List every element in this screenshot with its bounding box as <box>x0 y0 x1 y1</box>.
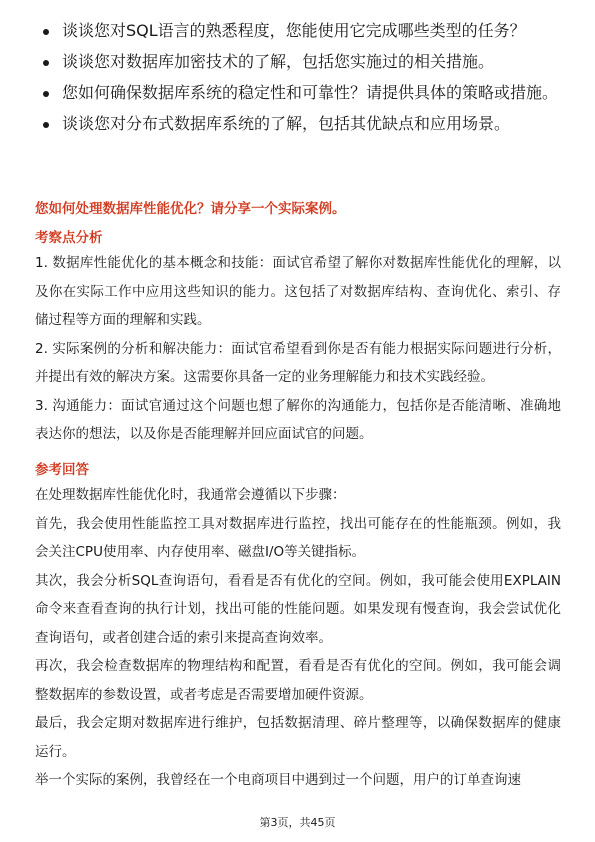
question-bullet-list <box>36 20 560 144</box>
bullet-text: 您如何确保数据库系统的稳定性和可靠性？请提供具体的策略或措施。 <box>62 83 559 102</box>
answer-paragraph: 首先，我会使用性能监控工具对数据库进行监控，找出可能存在的性能瓶颈。例如，我会关注CPU使用率、内存使用率、磁盘I/O等关键指标。 <box>35 515 561 560</box>
answer-paragraph: 在处理数据库性能优化时，我通常会遵循以下步骤： <box>35 487 346 503</box>
answer-section-title: 参考回答 <box>35 462 89 478</box>
bullet-item <box>36 82 560 104</box>
analysis-section-title: 考察点分析 <box>35 230 103 246</box>
bullet-item <box>36 51 560 73</box>
analysis-paragraph: 3. 沟通能力：面试官通过这个问题也想了解你的沟通能力，包括你是否能清晰、准确地表达你的想法，以及你是否能理解并回应面试官的问题。 <box>35 397 561 442</box>
answer-section-body <box>35 481 561 795</box>
bullet-dot-icon <box>43 29 49 35</box>
question-heading: 您如何处理数据库性能优化？请分享一个实际案例。 <box>35 201 346 217</box>
bullet-text: 谈谈您对分布式数据库系统的了解，包括其优缺点和应用场景。 <box>62 114 511 133</box>
analysis-paragraph: 1. 数据库性能优化的基本概念和技能：面试官希望了解你对数据库性能优化的理解，以及你在实际工作中应用这些知识的能力。这包括了对数据库结构、查询优化、索引、存储过程等方面的理解和实践。 <box>35 255 561 328</box>
page-number-footer: 第3页，共45页 <box>259 816 336 829</box>
bullet-item <box>36 20 560 42</box>
bullet-text: 谈谈您对数据库加密技术的了解，包括您实施过的相关措施。 <box>62 52 495 71</box>
bullet-dot-icon <box>43 60 49 66</box>
answer-paragraph: 再次，我会检查数据库的物理结构和配置，看看是否有优化的空间。例如，我可能会调整数据库的参数设置，或者考虑是否需要增加硬件资源。 <box>35 658 561 703</box>
bullet-item <box>36 113 560 135</box>
answer-paragraph: 最后，我会定期对数据库进行维护，包括数据清理、碎片整理等，以确保数据库的健康运行。 <box>35 715 561 760</box>
bullet-text: 谈谈您对SQL语言的熟悉程度，您能使用它完成哪些类型的任务？ <box>62 21 526 40</box>
answer-paragraph: 其次，我会分析SQL查询语句，看看是否有优化的空间。例如，我可能会使用EXPLAIN命令来查看查询的执行计划，找出可能的性能问题。如果发现有慢查询，我会尝试优化查询语句，或者创建合适的索引来提高查询效率。 <box>35 572 561 646</box>
answer-paragraph: 举一个实际的案例，我曾经在一个电商项目中遇到过一个问题，用户的订单查询速 <box>35 772 521 788</box>
analysis-paragraph: 2. 实际案例的分析和解决能力：面试官希望看到你是否有能力根据实际问题进行分析，并提出有效的解决方案。这需要你具备一定的业务理解能力和技术实践经验。 <box>35 340 561 385</box>
bullet-dot-icon <box>43 91 49 97</box>
analysis-section-body <box>35 249 561 449</box>
bullet-dot-icon <box>43 122 49 128</box>
